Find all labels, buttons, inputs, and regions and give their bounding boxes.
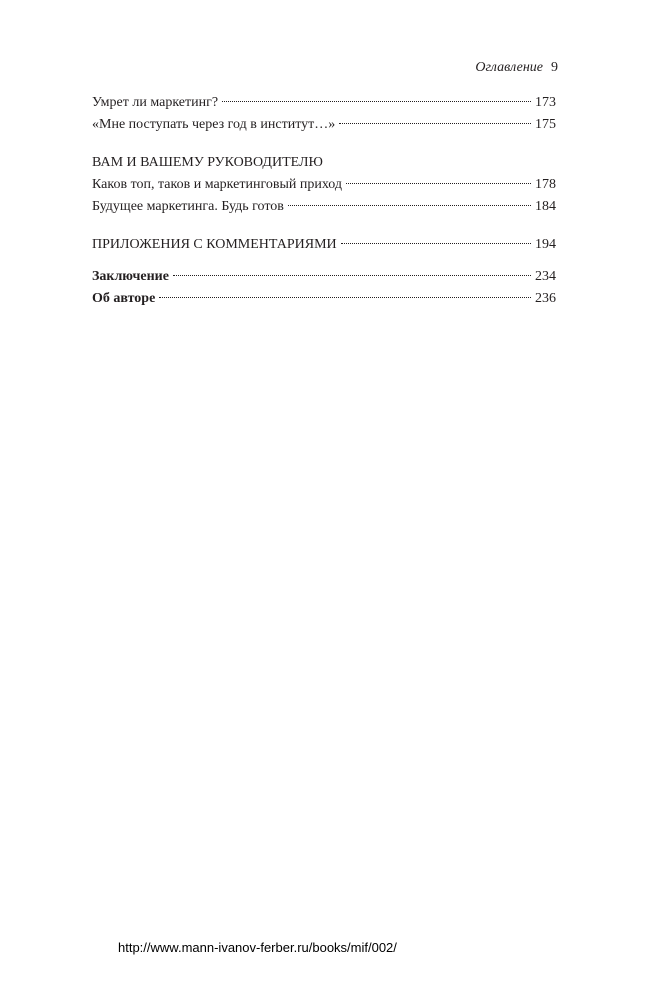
toc-entry bbox=[92, 196, 556, 218]
toc-entry-title: Об авторе bbox=[92, 291, 156, 306]
toc-entry bbox=[92, 114, 556, 136]
toc-entry-page: 173 bbox=[535, 95, 556, 110]
table-of-contents bbox=[92, 92, 556, 310]
toc-section-heading: ВАМ И ВАШЕМУ РУКОВОДИТЕЛЮ bbox=[92, 155, 323, 170]
running-header-section: Оглавление bbox=[475, 60, 543, 75]
toc-entry-about-author bbox=[92, 288, 556, 310]
toc-entry-title: «Мне поступать через год в институт…» bbox=[92, 117, 336, 132]
toc-leader-dots bbox=[159, 297, 531, 298]
toc-entry-page: 175 bbox=[535, 117, 556, 132]
toc-entry-title: ПРИЛОЖЕНИЯ С КОММЕНТАРИЯМИ bbox=[92, 237, 337, 252]
toc-entry-conclusion bbox=[92, 266, 556, 288]
toc-entry-page: 184 bbox=[535, 199, 556, 214]
spacer bbox=[92, 256, 556, 266]
toc-entry-page: 234 bbox=[535, 269, 556, 284]
toc-entry-title: Заключение bbox=[92, 269, 169, 284]
toc-leader-dots bbox=[339, 123, 531, 124]
toc-entry bbox=[92, 92, 556, 114]
toc-leader-dots bbox=[346, 183, 531, 184]
toc-leader-dots bbox=[222, 101, 531, 102]
spacer bbox=[92, 136, 556, 152]
page-number: 9 bbox=[551, 60, 558, 75]
toc-entry-page: 236 bbox=[535, 291, 556, 306]
toc-entry-title: Будущее маркетинга. Будь готов bbox=[92, 199, 284, 214]
toc-entry-title: Каков топ, таков и маркетинговый приход bbox=[92, 177, 343, 192]
toc-leader-dots bbox=[173, 275, 531, 276]
footer-url: http://www.mann-ivanov-ferber.ru/books/mif/002/ bbox=[118, 940, 397, 955]
toc-entry-page: 194 bbox=[535, 237, 556, 252]
toc-entry-title: Умрет ли маркетинг? bbox=[92, 95, 219, 110]
toc-entry-appendix bbox=[92, 234, 556, 256]
running-header bbox=[475, 60, 558, 76]
toc-leader-dots bbox=[341, 243, 531, 244]
toc-entry bbox=[92, 174, 556, 196]
toc-entry-page: 178 bbox=[535, 177, 556, 192]
spacer bbox=[92, 218, 556, 234]
toc-leader-dots bbox=[288, 205, 531, 206]
